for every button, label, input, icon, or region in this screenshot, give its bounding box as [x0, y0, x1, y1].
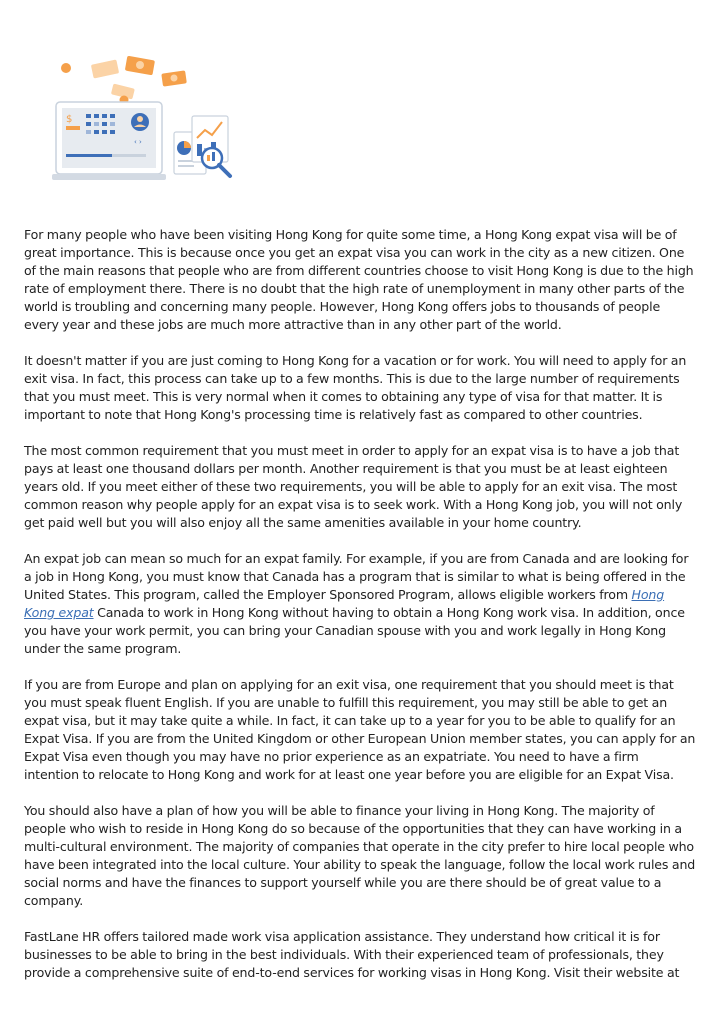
money-bill-icon [61, 56, 187, 105]
article-paragraph: If you are from Europe and plan on applying for an exit visa, one requirement that you should meet is that you must speak fluent English. If you are unable to fulfill this requirement, you may still be able to get an expat visa, but it may take quite a while. In fact, it can take up to a year for you to be able to qualify for an Expat Visa. If you are from the United Kingdom or other European Union member states, you can apply for an Expat Visa even though you may have no prior experience as an expatriate. You need to have a firm intention to relocate to Hong Kong and work for at least one year before you are eligible for an Expat Visa. [24, 677, 696, 782]
article-paragraph: You should also have a plan of how you will be able to finance your living in Hong Kong. The majority of people who wish to reside in Hong Kong do so because of the opportunities that they can have working in a multi-cultural environment. The majority of companies that operate in the city prefer to hire local people who have been integrated into the local culture. Your ability to speak the language, follow the local work rules and social norms and have the finances to support yourself while you are there should be of great value to a company. [24, 803, 696, 908]
paragraph-text: Canada to work in Hong Kong without having to obtain a Hong Kong work visa. In addition, once you have your work permit, you can bring your Canadian spouse with you and work legally in Hong Kong under the same program. [24, 605, 685, 656]
article-paragraph [24, 550, 696, 658]
article-paragraph: FastLane HR offers tailored made work visa application assistance. They understand how critical it is for businesses to be able to bring in the best individuals. With their experienced team of professionals, they provide a comprehensive suite of end-to-end services for working visas in Hong Kong. Visit their website at [24, 929, 680, 980]
article-paragraph: The most common requirement that you must meet in order to apply for an expat visa is to have a job that pays at least one thousand dollars per month. Another requirement is that you must be at least eighteen years old. If you meet either of these two requirements, you will be able to apply for an exit visa. The most common reason why people apply for an expat visa is to seek work. With a Hong Kong job, you will not only get paid well but you will also enjoy all the same amenities available in your home country. [24, 443, 683, 530]
article-paragraph: It doesn't matter if you are just coming to Hong Kong for a vacation or for work. You will need to apply for an exit visa. In fact, this process can take up to a few months. This is due to the large number of requirements that you must meet. This is very normal when it comes to obtaining any type of visa for that matter. It is important to note that Hong Kong's processing time is relatively fast as compared to other countries. [24, 353, 687, 422]
laptop-icon [52, 102, 166, 180]
laptop-finance-illustration [52, 52, 242, 192]
article-paragraph: For many people who have been visiting Hong Kong for quite some time, a Hong Kong expat visa will be of great importance. This is because once you get an expat visa you can work in the city as a new citizen. One of the main reasons that people who are from different countries choose to visit Hong Kong is due to the high rate of employment there. There is no doubt that the high rate of unemployment in many other parts of the world is troubling and concerning many people. However, Hong Kong offers jobs to thousands of people every year and these jobs are much more attractive than in any other part of the world. [24, 227, 694, 332]
article-body [24, 226, 696, 1000]
paragraph-text: An expat job can mean so much for an expat family. For example, if you are from Canada and are looking for a job in Hong Kong, you must know that Canada has a program that is similar to what is being offered in the United States. This program, called the Employer Sponsored Program, allows eligible workers from [24, 551, 689, 602]
screen-dollar: $ [66, 114, 73, 125]
svg-text:‹ ›: ‹ › [134, 138, 142, 146]
hong-kong-expat-link[interactable]: Hong Kong expat [24, 587, 665, 620]
